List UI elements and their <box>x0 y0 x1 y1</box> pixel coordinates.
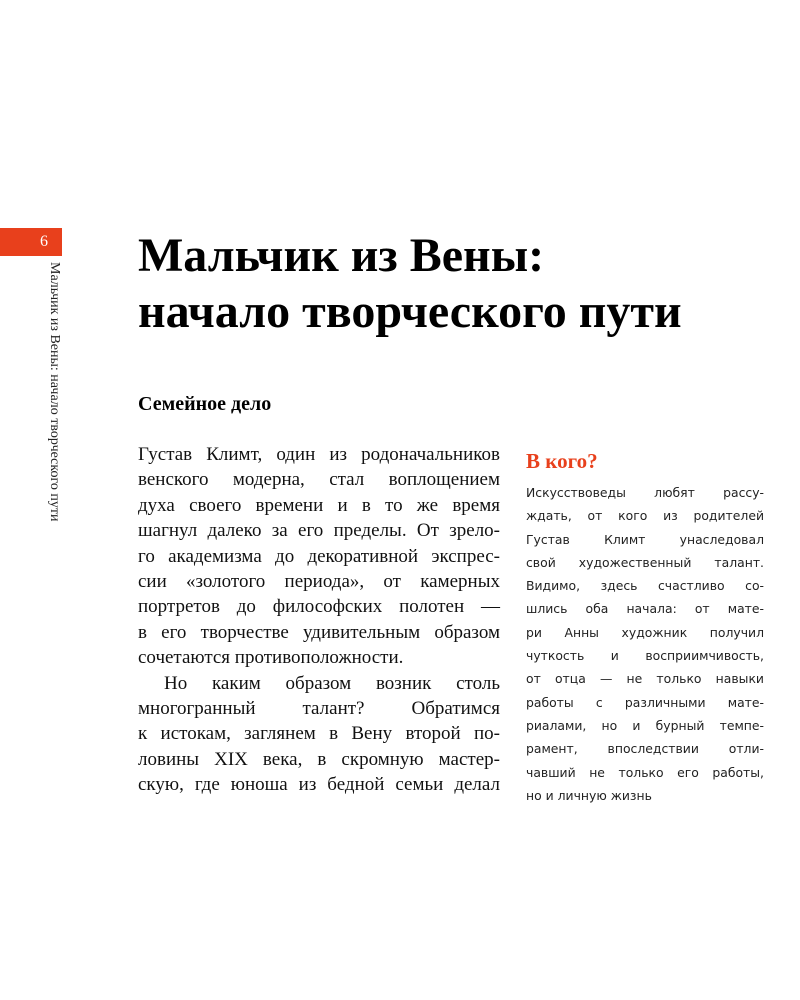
body-line: сочетаются противоположности. <box>138 647 404 669</box>
body-line: Но каким образом возник столь <box>164 672 500 694</box>
body-line: духа своего времени и в то же время <box>138 494 500 516</box>
body-line: к истокам, заглянем в Вену второй по- <box>138 723 500 745</box>
body-line: многогранный талант? Обратимся <box>138 698 500 720</box>
body-paragraph-2 <box>138 671 500 798</box>
body-line: в его творчестве удивительным образом <box>138 621 500 643</box>
sidebar-line: риалами, но и бурный темпе- <box>526 717 764 733</box>
sidebar-line: шлись оба начала: от мате- <box>526 601 764 617</box>
page-number-tab <box>0 228 62 256</box>
body-line: сии «золотого периода», от камерных <box>138 571 500 593</box>
body-line: го академизма до декоративной экспрес- <box>138 545 500 567</box>
body-line: Густав Климт, один из родоначальников <box>138 444 500 465</box>
body-paragraph-1 <box>138 442 500 671</box>
body-line: скую, где юноша из бедной семьи делал <box>138 774 500 796</box>
body-line: шагнул далеко за его пределы. От зрело- <box>138 520 500 542</box>
sidebar-line: Густав Климт унаследовал <box>526 531 764 547</box>
sidebar-line: чавший не только его работы, <box>526 764 764 780</box>
sidebar-line: рамент, впоследствии отли- <box>526 741 764 757</box>
section-title: Семейное дело <box>138 393 272 415</box>
sidebar-line: свой художественный талант. <box>526 554 764 570</box>
body-text <box>138 442 500 798</box>
sidebar-line: ри Анны художник получил <box>526 624 764 640</box>
sidebar-line: но и личную жизнь <box>526 787 652 803</box>
sidebar-line: работы с различными мате- <box>526 694 764 710</box>
running-head: Мальчик из Вены: начало творческого пути <box>47 262 62 522</box>
chapter-title-line-2: начало творческого пути <box>138 285 682 338</box>
sidebar-line: Искусствоведы любят рассу- <box>526 485 764 500</box>
body-line: венского модерна, стал воплощением <box>138 469 500 491</box>
sidebar-text <box>526 481 764 807</box>
body-line: ловины XIX века, в скромную мастер- <box>138 748 500 770</box>
sidebar-line: ждать, от кого из родителей <box>526 508 764 524</box>
chapter-title-line-1: Мальчик из Вены: <box>138 229 545 282</box>
sidebar-line: Видимо, здесь счастливо со- <box>526 578 764 594</box>
body-line: портретов до философских полотен — <box>138 596 500 618</box>
page-number: 6 <box>40 233 48 250</box>
chapter-title <box>138 228 778 340</box>
sidebar-line: от отца — не только навыки <box>526 671 764 687</box>
sidebar-line: чуткость и восприимчивость, <box>526 648 764 664</box>
sidebar-title: В кого? <box>526 449 598 473</box>
